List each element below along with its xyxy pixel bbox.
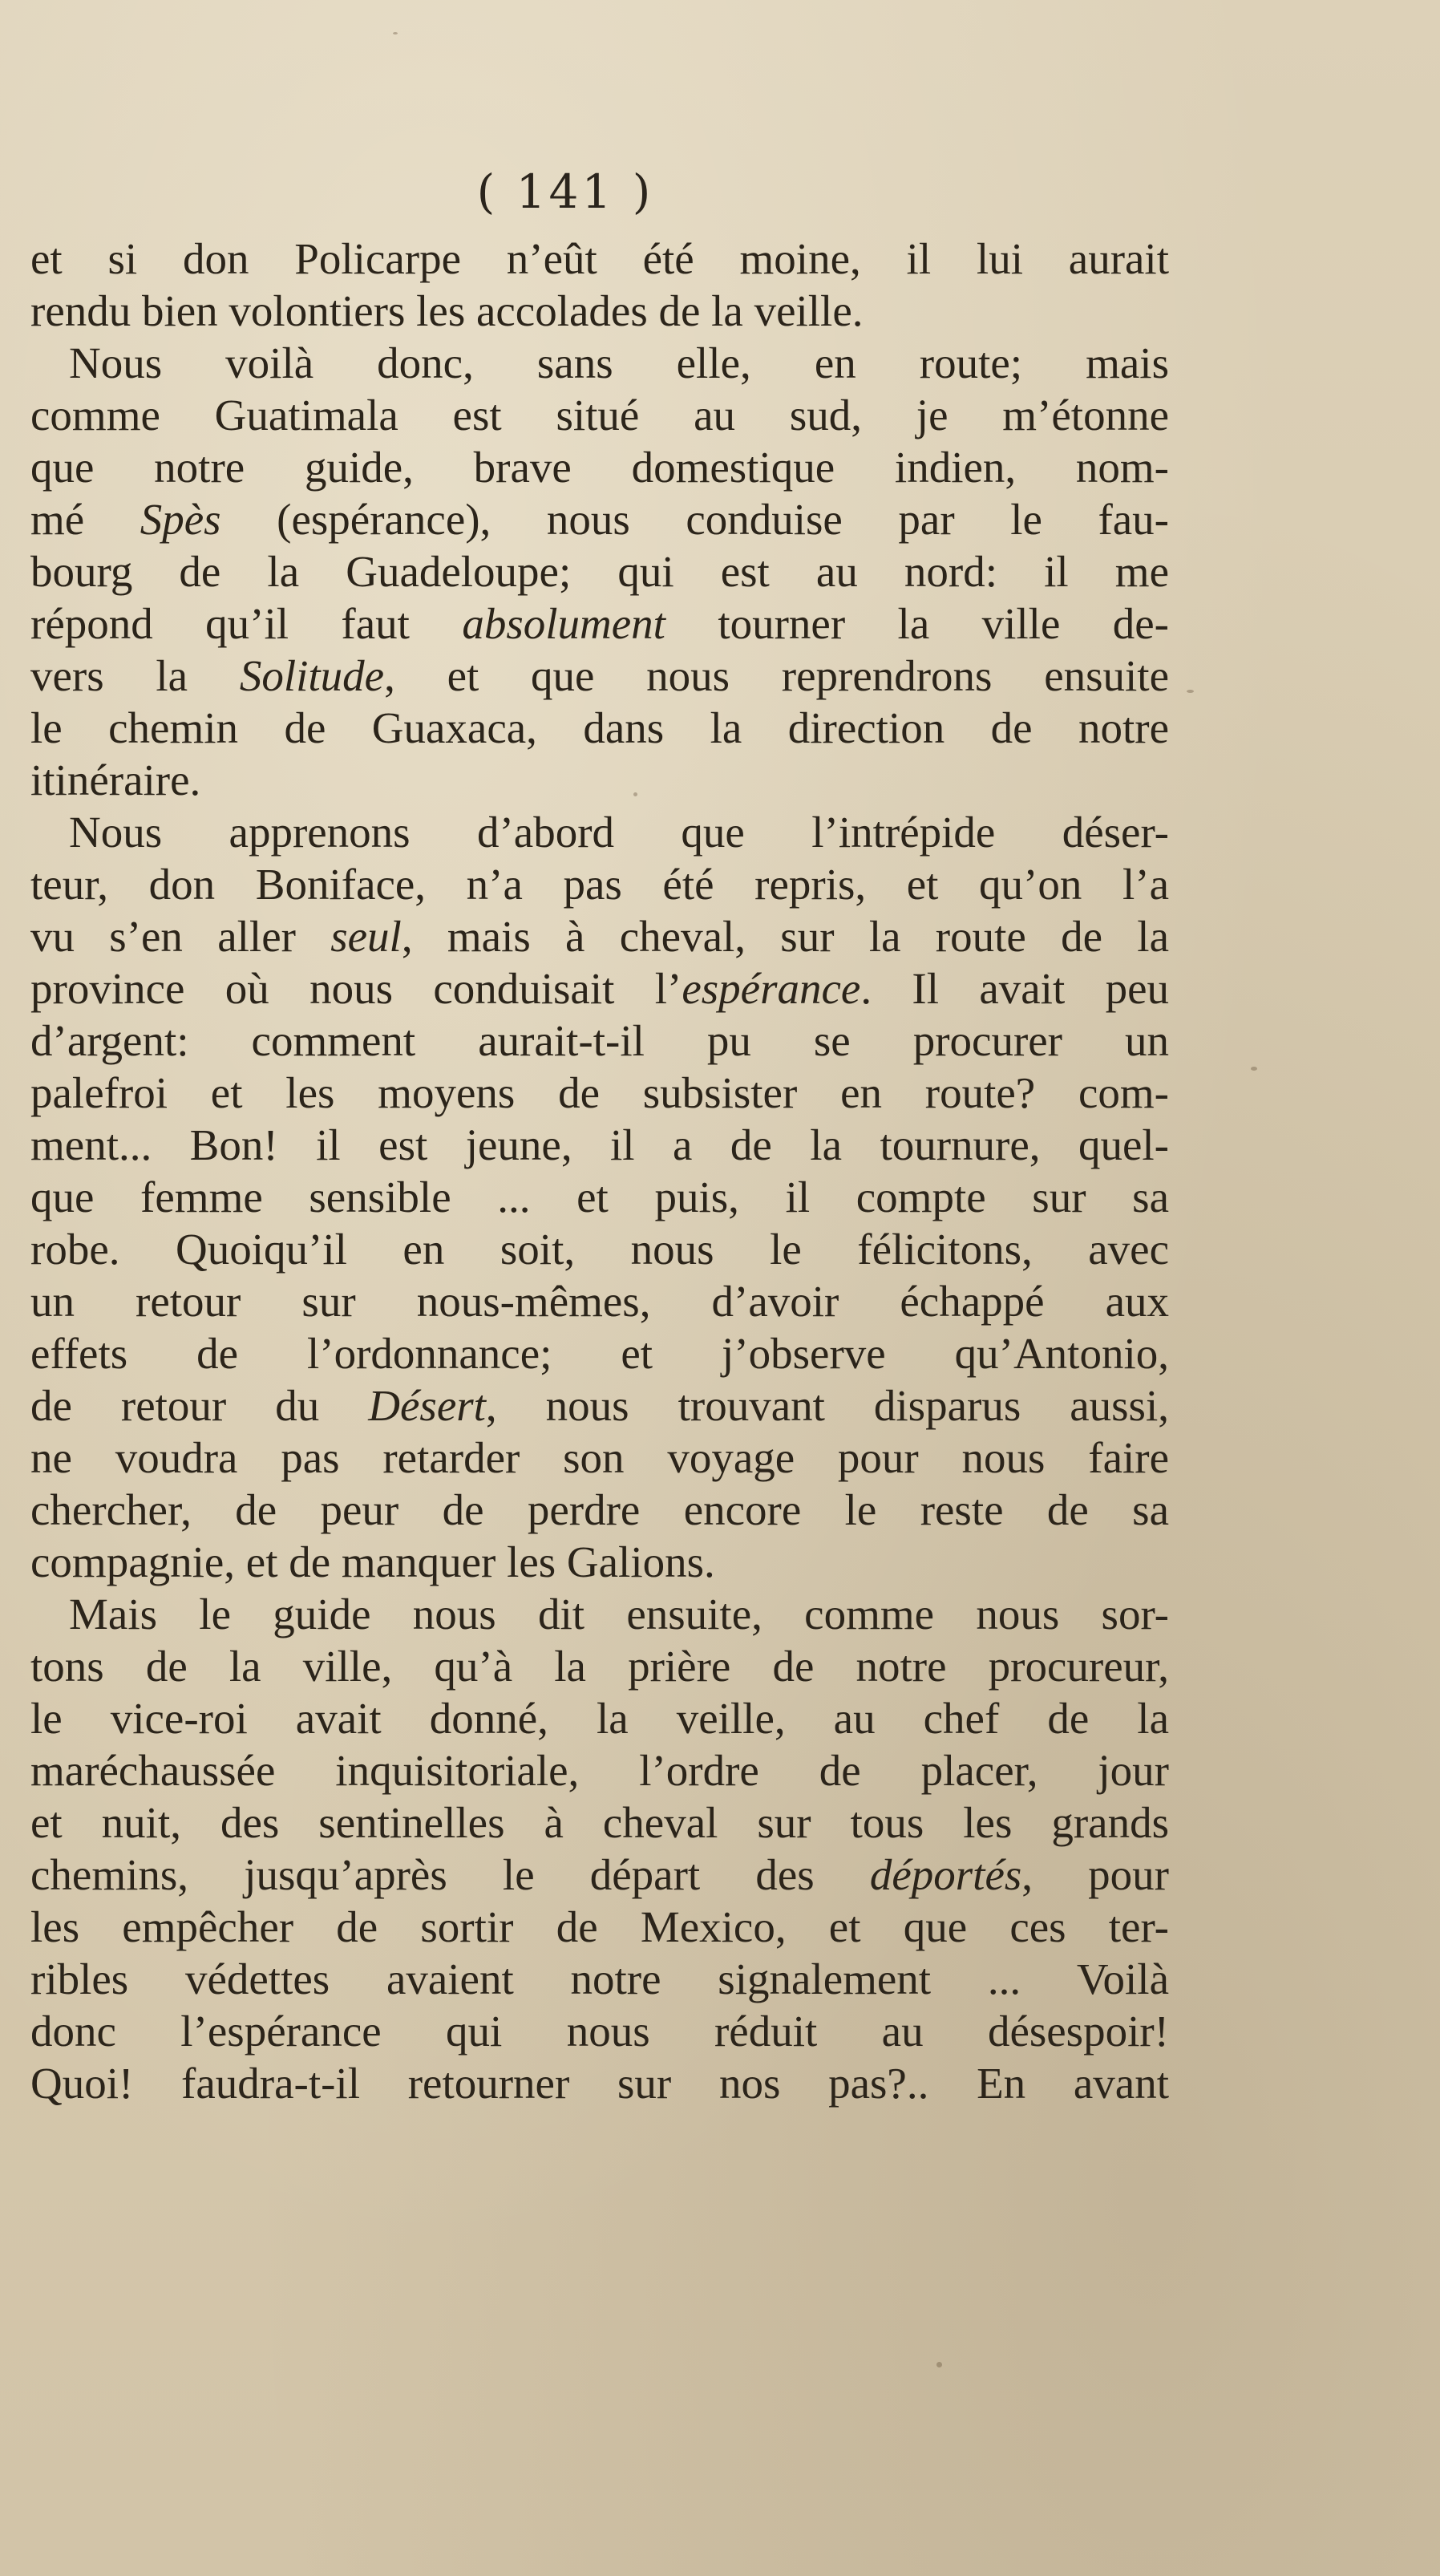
text-segment: ment... Bon! il est jeune, il a de la tournure, quel- (30, 1120, 1169, 1169)
italic-text: Désert (368, 1381, 486, 1430)
text-line (30, 1327, 1169, 1379)
italic-text: seul (330, 912, 402, 961)
paper-speck (1187, 690, 1194, 693)
text-segment: donc l’espérance qui nous réduit au désespoir! (30, 2007, 1169, 2056)
text-segment: palefroi et les moyens de subsister en route? com- (30, 1068, 1169, 1117)
italic-text: déportés (869, 1850, 1022, 1899)
text-line (30, 754, 1169, 806)
text-segment: tourner la ville de- (665, 599, 1169, 648)
text-line (30, 1640, 1169, 1692)
text-segment: ribles védettes avaient notre signalement ... Voilà (30, 1954, 1169, 2003)
text-line (30, 1171, 1169, 1223)
text-line (30, 1223, 1169, 1275)
text-segment: répond qu’il faut (30, 599, 463, 648)
text-line (30, 1015, 1169, 1067)
text-line (30, 2005, 1169, 2057)
text-line (30, 1953, 1169, 2005)
text-segment: et nuit, des sentinelles à cheval sur tous les grands (30, 1798, 1169, 1847)
text-line (30, 1692, 1169, 1744)
text-segment: , pour (1021, 1850, 1169, 1899)
text-segment: Nous voilà donc, sans elle, en route; mais (69, 338, 1169, 387)
text-segment: comme Guatimala est situé au sud, je m’étonne (30, 391, 1169, 439)
text-segment: un retour sur nous-mêmes, d’avoir échappé aux (30, 1277, 1169, 1326)
paper-speck (393, 32, 398, 34)
italic-text: Solitude (239, 651, 385, 700)
text-line (30, 1536, 1169, 1588)
text-segment: , et que nous reprendrons ensuite (384, 651, 1169, 700)
italic-text: espérance (682, 964, 861, 1013)
text-line (30, 597, 1169, 650)
paper-speck (936, 2362, 942, 2367)
text-line (30, 285, 1169, 337)
text-segment: que femme sensible ... et puis, il compte sur sa (30, 1173, 1169, 1221)
text-segment: rendu bien volontiers les accolades de la veille. (30, 286, 864, 335)
italic-text: Spès (140, 495, 221, 544)
text-segment: les empêcher de sortir de Mexico, et que ces ter- (30, 1902, 1169, 1951)
text-line (30, 1796, 1169, 1849)
text-segment: chercher, de peur de perdre encore le reste de sa (30, 1485, 1169, 1534)
text-line (30, 1119, 1169, 1171)
text-segment: que notre guide, brave domestique indien, nom- (30, 443, 1169, 492)
text-line (30, 650, 1169, 702)
text-segment: mé (30, 495, 140, 544)
text-segment: vers la (30, 651, 240, 700)
text-line (30, 545, 1169, 597)
paper-speck (1251, 1067, 1257, 1071)
text-segment: ne voudra pas retarder son voyage pour nous faire (30, 1433, 1169, 1482)
text-line (30, 493, 1169, 545)
text-line (30, 1744, 1169, 1796)
text-segment: (espérance), nous conduise par le fau- (220, 495, 1169, 544)
italic-text: absolument (462, 599, 665, 648)
text-line (30, 1901, 1169, 1953)
text-line (30, 910, 1169, 962)
text-segment: Quoi! faudra-t-il retourner sur nos pas?.. En avant (30, 2059, 1169, 2108)
text-segment: , mais à cheval, sur la route de la (401, 912, 1169, 961)
text-segment: . Il avait peu (860, 964, 1169, 1013)
text-segment: teur, don Boniface, n’a pas été repris, et qu’on l’a (30, 860, 1169, 909)
text-segment: Mais le guide nous dit ensuite, comme nous sor- (69, 1590, 1169, 1638)
text-segment: Nous apprenons d’abord que l’intrépide déser- (69, 808, 1169, 857)
text-segment: province où nous conduisait l’ (30, 964, 682, 1013)
text-segment: compagnie, et de manquer les Galions. (30, 1537, 715, 1586)
body-text (30, 233, 1169, 2109)
text-line (30, 962, 1169, 1015)
text-segment: tons de la ville, qu’à la prière de notre procureur, (30, 1642, 1169, 1691)
text-line (30, 1067, 1169, 1119)
text-line (30, 337, 1169, 389)
text-line (30, 858, 1169, 910)
text-line (30, 1379, 1169, 1432)
text-segment: chemins, jusqu’après le départ des (30, 1850, 870, 1899)
text-segment: de retour du (30, 1381, 369, 1430)
text-line (30, 2057, 1169, 2109)
text-line (30, 806, 1169, 858)
text-segment: le vice-roi avait donné, la veille, au chef de la (30, 1694, 1169, 1743)
text-line (30, 233, 1169, 285)
text-segment: le chemin de Guaxaca, dans la direction de notre (30, 703, 1169, 752)
text-line (30, 389, 1169, 441)
text-segment: d’argent: comment aurait-t-il pu se procurer un (30, 1016, 1169, 1065)
text-line (30, 702, 1169, 754)
text-line (30, 1588, 1169, 1640)
text-line (30, 1275, 1169, 1327)
text-segment: vu s’en aller (30, 912, 331, 961)
text-segment: maréchaussée inquisitoriale, l’ordre de placer, jour (30, 1746, 1169, 1795)
text-segment: itinéraire. (30, 755, 201, 804)
text-line (30, 1484, 1169, 1536)
text-line (30, 1432, 1169, 1484)
text-segment: effets de l’ordonnance; et j’observe qu’Antonio, (30, 1329, 1169, 1378)
text-segment: bourg de la Guadeloupe; qui est au nord: il me (30, 547, 1169, 596)
text-segment: , nous trouvant disparus aussi, (485, 1381, 1169, 1430)
text-segment: robe. Quoiqu’il en soit, nous le félicitons, avec (30, 1225, 1169, 1274)
text-line (30, 1849, 1169, 1901)
text-line (30, 441, 1169, 493)
page-number: ( 141 ) (476, 164, 654, 219)
text-segment: et si don Policarpe n’eût été moine, il lui aurait (30, 234, 1169, 283)
